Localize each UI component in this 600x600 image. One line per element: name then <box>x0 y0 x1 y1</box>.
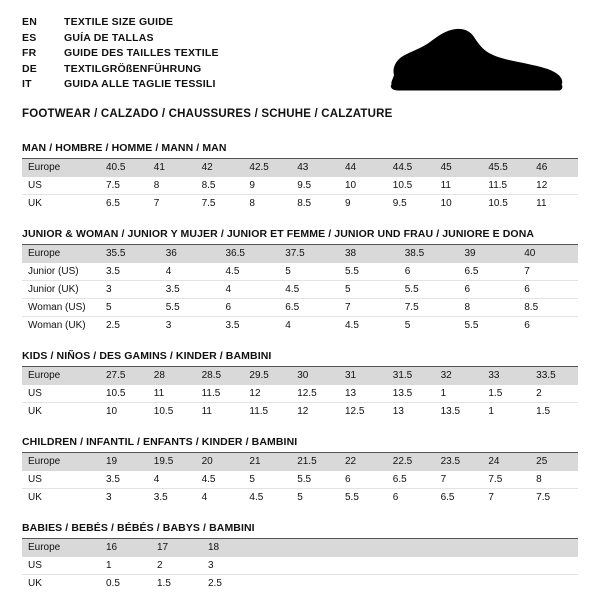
cell: 11 <box>536 198 547 209</box>
cell: 41 <box>148 159 196 177</box>
section-kids <box>22 350 578 420</box>
cell: 42 <box>196 159 244 177</box>
language-row <box>22 78 219 94</box>
cell-empty <box>253 575 578 593</box>
language-code: EN <box>22 16 37 28</box>
cell: 12.5 <box>291 385 339 403</box>
cell: 11.5 <box>196 385 244 403</box>
cell: 28.5 <box>196 367 244 385</box>
cell: 11 <box>201 406 212 417</box>
language-title: TEXTILGRÖßENFÜHRUNG <box>64 62 202 75</box>
cell: 6.5 <box>440 492 455 503</box>
language-title-list-body <box>22 16 219 94</box>
cell: 9.5 <box>392 198 407 209</box>
cell: 4 <box>285 320 291 331</box>
language-title: GUIDA ALLE TAGLIE TESSILI <box>64 78 216 90</box>
cell: 8 <box>459 299 519 317</box>
cell: 12 <box>297 406 309 417</box>
table-row <box>22 177 578 195</box>
cell: 40.5 <box>100 159 148 177</box>
cell: 6.5 <box>459 263 519 281</box>
cell: 36.5 <box>220 245 280 263</box>
table-row <box>22 471 578 489</box>
section-children <box>22 436 578 506</box>
cell: 21 <box>243 453 291 471</box>
cell: 6 <box>524 320 530 331</box>
cell: 3 <box>100 281 160 299</box>
cell: 13 <box>392 406 404 417</box>
cell: 2 <box>530 385 578 403</box>
cell: 3 <box>202 557 253 575</box>
cell: 6 <box>220 299 280 317</box>
section-title: JUNIOR & WOMAN / JUNIOR Y MUJER / JUNIOR ET FEMME / JUNIOR UND FRAU / JUNIORE E DONA <box>22 228 578 245</box>
cell: 40 <box>518 245 578 263</box>
cell: 18 <box>202 539 253 557</box>
cell: 28 <box>148 367 196 385</box>
language-title-list <box>22 16 219 94</box>
row-label: Europe <box>22 245 100 263</box>
cell: 1 <box>435 385 483 403</box>
cell: 9.5 <box>291 177 339 195</box>
cell: 3.5 <box>160 281 220 299</box>
table-row <box>22 403 578 421</box>
size-table-children <box>22 453 578 506</box>
section-title: MAN / HOMBRE / HOMME / MANN / MAN <box>22 142 578 159</box>
table-row <box>22 557 578 575</box>
cell: 38 <box>339 245 399 263</box>
row-label: US <box>22 385 100 403</box>
cell: 44.5 <box>387 159 435 177</box>
table-row <box>22 245 578 263</box>
table-row <box>22 385 578 403</box>
cell: 45 <box>435 159 483 177</box>
cell: 5.5 <box>464 320 479 331</box>
row-label: US <box>22 177 100 195</box>
cell: 7.5 <box>399 299 459 317</box>
cell: 16 <box>100 539 151 557</box>
cell: 6 <box>459 281 519 299</box>
size-table-kids <box>22 367 578 420</box>
cell: 10 <box>440 198 452 209</box>
cell: 12 <box>530 177 578 195</box>
size-table-man <box>22 159 578 212</box>
cell: 37.5 <box>279 245 339 263</box>
language-row <box>22 32 219 48</box>
cell: 42.5 <box>243 159 291 177</box>
cell: 4.5 <box>196 471 244 489</box>
cell: 13 <box>339 385 387 403</box>
language-code: ES <box>22 31 37 44</box>
cell: 11 <box>435 177 483 195</box>
section-babies <box>22 522 578 592</box>
cell: 8 <box>148 177 196 195</box>
row-label: UK <box>28 492 42 503</box>
language-title: GUÍA DE TALLAS <box>64 31 154 44</box>
row-label: UK <box>28 198 42 209</box>
cell: 6 <box>399 263 459 281</box>
cell: 5.5 <box>344 492 359 503</box>
cell: 4 <box>160 263 220 281</box>
cell: 8.5 <box>297 198 312 209</box>
table-row <box>22 281 578 299</box>
row-label: Junior (UK) <box>22 281 100 299</box>
cell: 30 <box>291 367 339 385</box>
cell: 5 <box>339 281 399 299</box>
table-row <box>22 453 578 471</box>
cell: 32 <box>435 367 483 385</box>
cell: 4 <box>201 492 208 503</box>
cell: 7 <box>518 263 578 281</box>
cell: 5 <box>279 263 339 281</box>
cell: 31.5 <box>387 367 435 385</box>
size-table-junior-woman <box>22 245 578 334</box>
cell: 31 <box>339 367 387 385</box>
cell: 9 <box>243 177 291 195</box>
cell: 17 <box>151 539 202 557</box>
cell: 12 <box>243 385 291 403</box>
language-code: IT <box>22 78 32 90</box>
cell: 11 <box>148 385 196 403</box>
cell: 7.5 <box>536 492 551 503</box>
cell: 2.5 <box>106 320 120 331</box>
cell: 46 <box>530 159 578 177</box>
size-table-babies <box>22 539 578 592</box>
row-label: Europe <box>22 367 100 385</box>
cell: 44 <box>339 159 387 177</box>
cell: 4.5 <box>279 281 339 299</box>
cell: 3.5 <box>225 320 240 331</box>
language-code: FR <box>22 47 37 59</box>
row-label: Woman (US) <box>22 299 100 317</box>
row-label: US <box>22 471 100 489</box>
cell: 7 <box>435 471 483 489</box>
cell: 7 <box>488 492 494 503</box>
cell: 4 <box>220 281 280 299</box>
section-junior-woman <box>22 228 578 334</box>
row-label: Junior (US) <box>22 263 100 281</box>
cell: 27.5 <box>100 367 148 385</box>
cell: 6 <box>392 492 399 503</box>
cell: 8 <box>530 471 578 489</box>
cell: 9 <box>344 198 351 209</box>
cell: 33.5 <box>530 367 578 385</box>
cell: 25 <box>530 453 578 471</box>
row-label: Europe <box>22 159 100 177</box>
table-row <box>22 317 578 335</box>
cell: 38.5 <box>399 245 459 263</box>
cell: 7 <box>339 299 399 317</box>
cell: 7 <box>153 198 160 209</box>
cell: 39 <box>459 245 519 263</box>
table-row <box>22 575 578 593</box>
cell: 8 <box>249 198 255 209</box>
cell: 22 <box>339 453 387 471</box>
cell: 1 <box>488 406 494 417</box>
cell: 5 <box>100 299 160 317</box>
cell: 23.5 <box>435 453 483 471</box>
table-row <box>22 539 578 557</box>
cell: 1.5 <box>536 406 551 417</box>
cell: 3.5 <box>100 471 148 489</box>
cell: 6 <box>518 281 578 299</box>
table-row <box>22 263 578 281</box>
cell: 4.5 <box>249 492 264 503</box>
cell: 11.5 <box>482 177 530 195</box>
cell: 43 <box>291 159 339 177</box>
cell: 12.5 <box>344 406 365 417</box>
language-title: GUIDE DES TAILLES TEXTILE <box>64 47 219 59</box>
cell: 5.5 <box>399 281 459 299</box>
cell: 2 <box>151 557 202 575</box>
cell: 8.5 <box>196 177 244 195</box>
cell: 7.5 <box>482 471 530 489</box>
cell: 36 <box>160 245 220 263</box>
table-row <box>22 195 578 213</box>
cell: 19.5 <box>148 453 196 471</box>
row-label: Woman (UK) <box>28 320 86 331</box>
cell: 5.5 <box>339 263 399 281</box>
cell: 45.5 <box>482 159 530 177</box>
cell: 10 <box>106 406 118 417</box>
section-title: KIDS / NIÑOS / DES GAMINS / KINDER / BAMBINI <box>22 350 578 367</box>
table-row <box>22 159 578 177</box>
row-label: UK <box>28 406 42 417</box>
cell: 7.5 <box>201 198 216 209</box>
page-header <box>22 16 578 120</box>
cell: 5.5 <box>291 471 339 489</box>
row-label: Europe <box>22 539 100 557</box>
cell: 10.5 <box>488 198 508 209</box>
table-row <box>22 489 578 507</box>
section-title: BABIES / BEBÉS / BÉBÉS / BABYS / BAMBINI <box>22 522 578 539</box>
cell: 5 <box>404 320 411 331</box>
cell-empty <box>253 557 578 575</box>
language-title: TEXTILE SIZE GUIDE <box>64 16 174 28</box>
row-label: UK <box>28 578 42 589</box>
language-code: DE <box>22 62 37 75</box>
cell: 7.5 <box>100 177 148 195</box>
cell: 3 <box>106 492 112 503</box>
cell-empty <box>253 539 578 557</box>
language-row <box>22 16 219 32</box>
language-row <box>22 47 219 63</box>
cell: 1.5 <box>157 578 171 589</box>
cell: 19 <box>100 453 148 471</box>
cell: 13.5 <box>387 385 435 403</box>
cell: 0.5 <box>106 578 120 589</box>
cell: 8.5 <box>518 299 578 317</box>
cell: 5.5 <box>160 299 220 317</box>
cell: 3 <box>165 320 172 331</box>
cell: 6.5 <box>387 471 435 489</box>
dress-shoe-icon <box>378 28 568 94</box>
cell: 5 <box>297 492 303 503</box>
cell: 10.5 <box>153 406 174 417</box>
section-man <box>22 142 578 212</box>
cell: 3.5 <box>100 263 160 281</box>
cell: 13.5 <box>440 406 461 417</box>
cell: 29.5 <box>243 367 291 385</box>
cell: 6.5 <box>279 299 339 317</box>
cell: 5 <box>243 471 291 489</box>
cell: 24 <box>482 453 530 471</box>
section-title: CHILDREN / INFANTIL / ENFANTS / KINDER / BAMBINI <box>22 436 578 453</box>
row-label: US <box>22 557 100 575</box>
cell: 21.5 <box>291 453 339 471</box>
cell: 10 <box>339 177 387 195</box>
category-title: FOOTWEAR / CALZADO / CHAUSSURES / SCHUHE / CALZATURE <box>22 107 393 120</box>
cell: 20 <box>196 453 244 471</box>
cell: 33 <box>482 367 530 385</box>
cell: 3.5 <box>153 492 168 503</box>
cell: 35.5 <box>100 245 160 263</box>
cell: 1.5 <box>482 385 530 403</box>
cell: 6.5 <box>106 198 120 209</box>
cell: 10.5 <box>100 385 148 403</box>
cell: 4.5 <box>220 263 280 281</box>
cell: 6 <box>339 471 387 489</box>
language-row <box>22 63 219 79</box>
cell: 4.5 <box>345 320 359 331</box>
table-row <box>22 367 578 385</box>
cell: 2.5 <box>208 578 222 589</box>
row-label: Europe <box>22 453 100 471</box>
cell: 10.5 <box>387 177 435 195</box>
table-row <box>22 299 578 317</box>
cell: 11.5 <box>249 406 269 417</box>
cell: 22.5 <box>387 453 435 471</box>
cell: 1 <box>100 557 151 575</box>
cell: 4 <box>148 471 196 489</box>
